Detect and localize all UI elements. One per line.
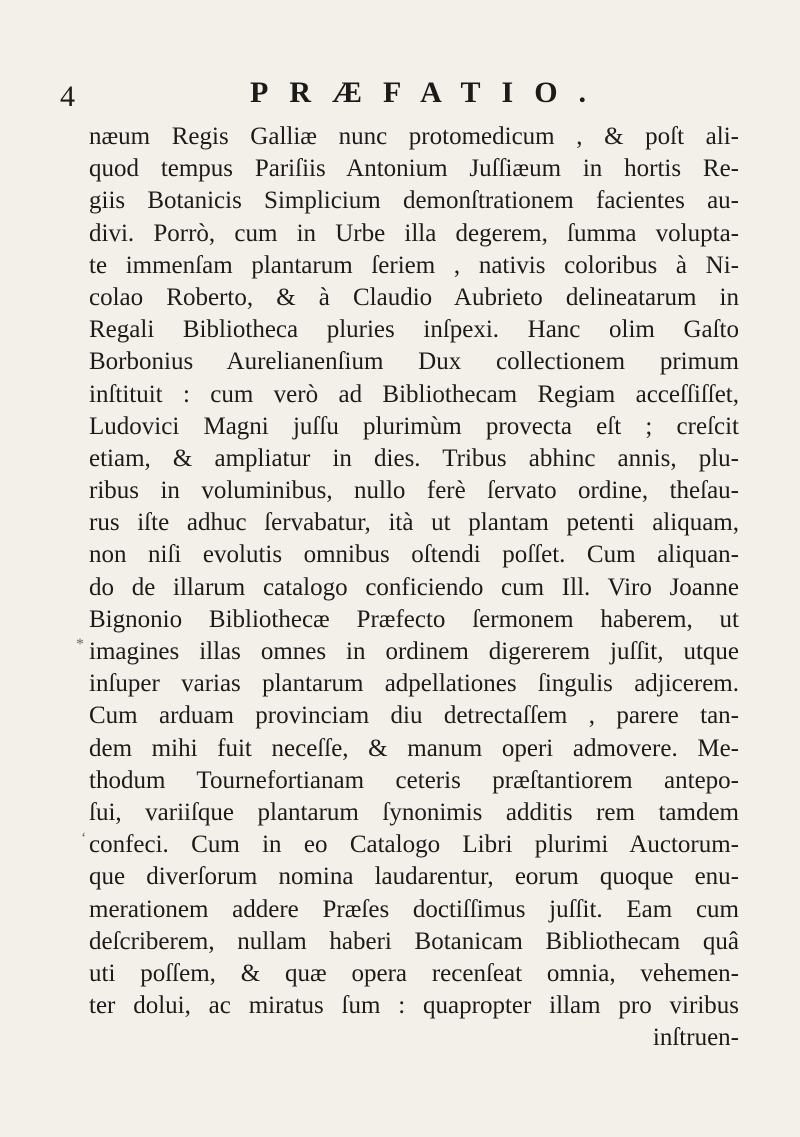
- text-line-1: næum Regis Galliæ nunc protomedicum , & poſt ali-: [89, 123, 739, 150]
- text-line-10: Ludovici Magni juſſu plurimùm provecta eſt ; creſcit: [89, 412, 739, 440]
- text-line-9: inſtituit : cum verò ad Bibliothecam Regiam acceſſiſſet,: [89, 380, 739, 408]
- text-line-25: merationem addere Præſes doctiſſimus juſſit. Eam cum: [89, 895, 739, 923]
- text-line-13: rus iſte adhuc ſervabatur, ità ut plantam petenti aliquam,: [89, 509, 739, 537]
- text-line-11: etiam, & ampliatur in dies. Tribus abhinc annis, plu-: [89, 444, 739, 472]
- text-line-8: Borbonius Aurelianenſium Dux collectionem primum: [89, 348, 739, 376]
- text-line-4: divi. Porrò, cum in Urbe illa degerem, ſumma volupta-: [89, 219, 739, 247]
- text-line-14: non niſi evolutis omnibus oſtendi poſſet. Cum aliquan-: [89, 541, 739, 569]
- running-head: PRÆFATIO.: [250, 76, 608, 109]
- page-number: 4: [60, 80, 75, 113]
- margin-asterisk-mark: *: [76, 636, 84, 653]
- text-line-21: thodum Tournefortianam ceteris præſtantiorem antepo-: [89, 766, 739, 794]
- text-line-26: deſcriberem, nullam haberi Botanicam Bibliothecam quâ: [89, 927, 739, 955]
- text-line-28: ter dolui, ac miratus ſum : quapropter illam pro viribus: [89, 992, 739, 1020]
- text-line-7: Regali Bibliotheca pluries inſpexi. Hanc olim Gaſto: [89, 316, 739, 344]
- text-line-3: giis Botanicis Simplicium demonſtrationem facientes au-: [89, 187, 739, 215]
- text-line-20: dem mihi fuit neceſſe, & manum operi admovere. Me-: [89, 734, 739, 762]
- text-line-22: ſui, variiſque plantarum ſynonimis additis rem tamdem: [89, 798, 739, 826]
- text-line-19: Cum arduam provinciam diu detrectaſſem , parere tan-: [89, 702, 739, 730]
- text-line-27: uti poſſem, & quæ opera recenſeat omnia, vehemen-: [89, 959, 739, 987]
- text-line-24: que diverſorum nomina laudarentur, eorum quoque enu-: [89, 863, 739, 891]
- text-line-2: quod tempus Pariſiis Antonium Juſſiæum in hortis Re-: [89, 155, 739, 183]
- text-line-5: te immenſam plantarum ſeriem , nativis coloribus à Ni-: [89, 251, 739, 279]
- text-line-18: inſuper varias plantarum adpellationes ſingulis adjicerem.: [89, 670, 739, 698]
- text-line-23: confeci. Cum in eo Catalogo Libri plurimi Auctorum-: [89, 831, 739, 859]
- margin-tick-mark: ‘: [81, 830, 87, 847]
- text-line-17: imagines illas omnes in ordinem digererem juſſit, utque: [89, 638, 739, 665]
- text-line-15: do de illarum catalogo conficiendo cum Ill. Viro Joanne: [89, 573, 739, 601]
- text-line-16: Bignonio Bibliothecæ Præfecto ſermonem haberem, ut: [89, 605, 739, 633]
- catchword: inſtruen-: [652, 1024, 739, 1052]
- text-line-6: colao Roberto, & à Claudio Aubrieto delineatarum in: [89, 283, 739, 311]
- body-text: [89, 121, 739, 1054]
- text-line-12: ribus in voluminibus, nullo ferè ſervato ordine, theſau-: [89, 477, 739, 505]
